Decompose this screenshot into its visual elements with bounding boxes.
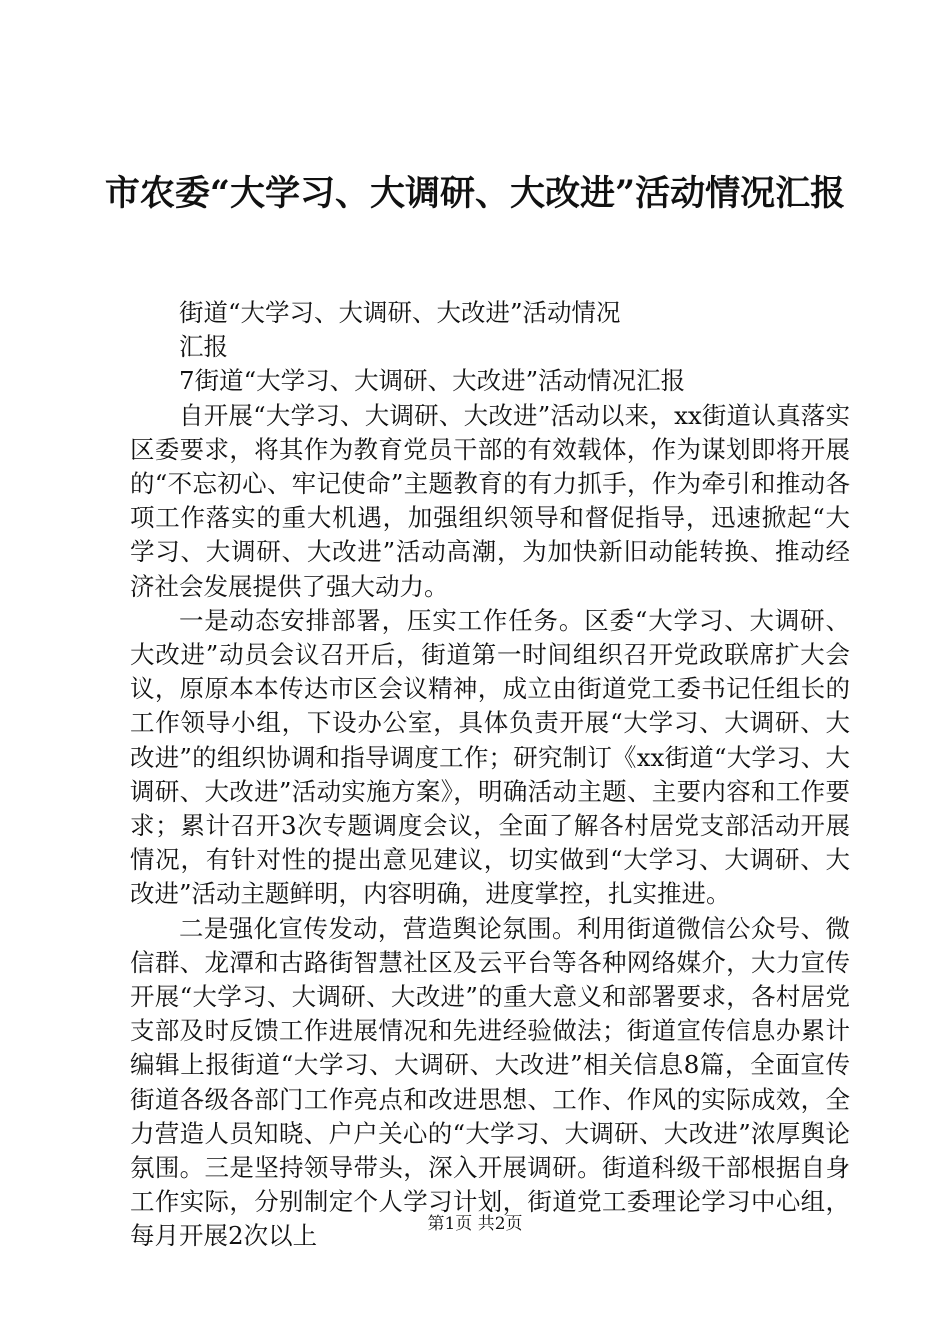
body-paragraph: 自开展“大学习、大调研、大改进”活动以来，xx街道认真落实区委要求，将其作为教育党员干部的有效载体，作为谋划即将开展的“不忘初心、牢记使命”主题教育的有力抓手，作为牵引和推动各项工作落实的重大机遇，加强组织领导和督促指导，迅速掀起“大学习、大调研、大改进”活动高潮，为加快新旧动能转换、推动经济社会发展提供了强大动力。 [130, 400, 850, 601]
subtitle-line: 汇报 [179, 332, 228, 362]
body-paragraph: 二是强化宣传发动，营造舆论氛围。利用街道微信公众号、微信群、龙潭和古路街智慧社区及云平台等各种网络媒介，大力宣传开展“大学习、大调研、大改进”的重大意义和部署要求，各村居党支部及时反馈工作进展情况和先进经验做法；街道宣传信息办累计编辑上报街道“大学习、大调研、大改进”相关信息8篇，全面宣传街道各级各部门工作亮点和改进思想、工作、作风的实际成效，全力营造人员知晓、户户关心的“大学习、大调研、大改进”浓厚舆论氛围。三是坚持领导带头，深入开展调研。街道科级干部根据自身工作实际，分别制定个人学习计划，街道党工委理论学习中心组，每月开展2次以上 [130, 913, 850, 1251]
page-number: 第1页 共2页 [427, 1214, 523, 1234]
subtitle-line: 街道“大学习、大调研、大改进”活动情况 [179, 298, 621, 327]
document-title: 市农委“大学习、大调研、大改进”活动情况汇报 [104, 173, 846, 214]
subtitle-line: 7街道“大学习、大调研、大改进”活动情况汇报 [179, 366, 686, 396]
document-body [130, 296, 850, 1254]
body-paragraph: 一是动态安排部署，压实工作任务。区委“大学习、大调研、大改进”动员会议召开后，街道第一时间组织召开党政联席扩大会议，原原本本传达市区会议精神，成立由街道党工委书记任组长的工作领导小组，下设办公室，具体负责开展“大学习、大调研、大改进”的组织协调和指导调度工作；研究制订《xx街道“大学习、大调研、大改进”活动实施方案》，明确活动主题、主要内容和工作要求；累计召开3次专题调度会议，全面了解各村居党支部活动开展情况，有针对性的提出意见建议，切实做到“大学习、大调研、大改进”活动主题鲜明，内容明确，进度掌控，扎实推进。 [130, 605, 850, 909]
